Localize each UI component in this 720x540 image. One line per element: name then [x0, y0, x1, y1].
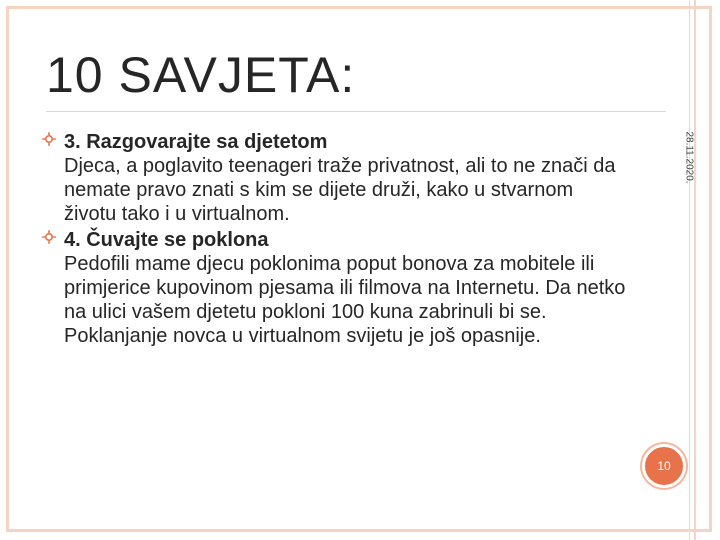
list-item	[40, 228, 630, 348]
page-number-badge: 10	[642, 444, 686, 488]
sun-bullet-icon	[42, 132, 56, 146]
slide-title: 10 SAVJETA:	[46, 47, 356, 103]
slide-content	[40, 130, 630, 350]
item-body: Pedofili mame djecu poklonima poput bonova za mobitele ili primjerice kupovinom pjesama ili filmova na Internetu. Da netko na ulici vašem djetetu pokloni 100 kuna zabrinuli bi se. Poklanjanje novca u virtualnom svijetu je još opasnije.	[64, 253, 626, 347]
sun-bullet-icon	[42, 230, 56, 244]
list-item	[40, 130, 630, 226]
title-divider	[46, 111, 666, 112]
frame-line-right-inner	[689, 0, 690, 540]
item-heading: 4. Čuvajte se poklona	[64, 229, 269, 251]
slide-date: 28.11.2020.	[683, 131, 695, 184]
frame-line-right	[694, 0, 696, 540]
item-heading: 3. Razgovarajte sa djetetom	[64, 131, 328, 153]
item-body: Djeca, a poglavito teenageri traže privatnost, ali to ne znači da nemate pravo znati s kim se dijete druži, kako u stvarnom životu tako i u virtualnom.	[64, 155, 616, 225]
